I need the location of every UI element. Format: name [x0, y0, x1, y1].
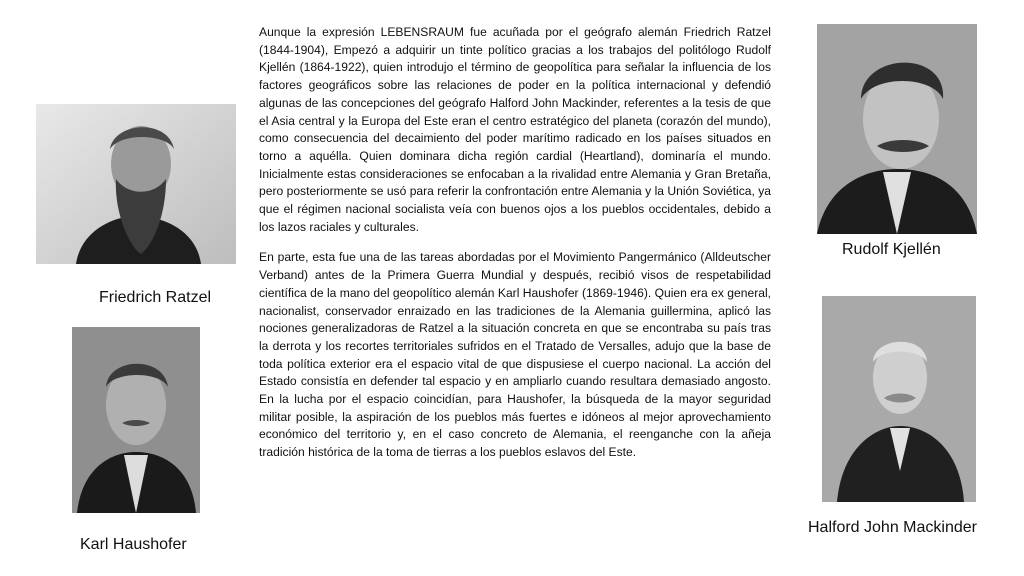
portrait-halford-john-mackinder — [822, 296, 976, 502]
paragraph-pangermanico: En parte, esta fue una de las tareas abordadas por el Movimiento Pangermánico (Alldeutscher Verband) antes de la Primera Guerra Mundial y después, recibió visos de respetabilidad científica de la mano del geopolítico alemán Karl Haushofer (1869-1946). Quien era ex general, nacionalist, conservador enraizado en las tradiciones de la Alemania guillermina, aplicó las nociones generalizadoras de Ratzel a la situación concreta en que se encontraba su país tras la derrota y los recortes territoriales sufridos en el Tratado de Versalles, adujo que la base de toda política exterior era el espacio vital de que dispusiese el cuerpo nacional. La acción del Estado consistía en defender tal espacio y en ampliarlo cuando resultara demasiado angosto. En la lucha por el espacio coincidían, para Haushofer, la búsqueda de la mayor seguridad militar posible, la aspiración de los pueblos más fuertes e idóneos al mejor aprovechamiento económico del territorio y, en el caso concreto de Alemania, el reenganche con la añeja tradición histórica de la toma de tierras a los pueblos eslavos del Este. — [259, 250, 771, 460]
body-text — [259, 24, 771, 462]
caption-karl-haushofer: Karl Haushofer — [80, 536, 187, 553]
caption-rudolf-kjellen: Rudolf Kjellén — [842, 241, 941, 258]
portrait-karl-haushofer — [72, 327, 200, 513]
portrait-friedrich-ratzel — [36, 104, 236, 264]
caption-halford-john-mackinder: Halford John Mackinder — [808, 519, 977, 536]
portrait-rudolf-kjellen — [817, 24, 977, 234]
paragraph-lebensraum: Aunque la expresión LEBENSRAUM fue acuñada por el geógrafo alemán Friedrich Ratzel (1844-1904), Empezó a adquirir un tinte político gracias a los trabajos del politólogo Rudolf Kjellén (1864-1922), quien introdujo el término de geopolítica para señalar la influencia de los factores geográficos sobre las relaciones de poder en la política internacional y defendió algunas de las concepciones del geógrafo Halford John Mackinder, referentes a la tesis de que el Asia central y la Europa del Este eran el centro estratégico del planeta (corazón del mundo), como consecuencia del decaimiento del poder marítimo radicado en los países situados en torno a aquélla. Quien dominara dicha región cardial (Heartland), dominaría el mundo. Inicialmente estas consideraciones se enfocaban a la rivalidad entre Alemania y Gran Bretaña, pero posteriormente se usó para referir la confrontación entre Alemania y la Unión Soviética, ya que el régimen nacional socialista veía con buenos ojos a los pueblos occidentales, debido a los lazos raciales y culturales. — [259, 25, 771, 234]
caption-friedrich-ratzel: Friedrich Ratzel — [99, 289, 212, 306]
